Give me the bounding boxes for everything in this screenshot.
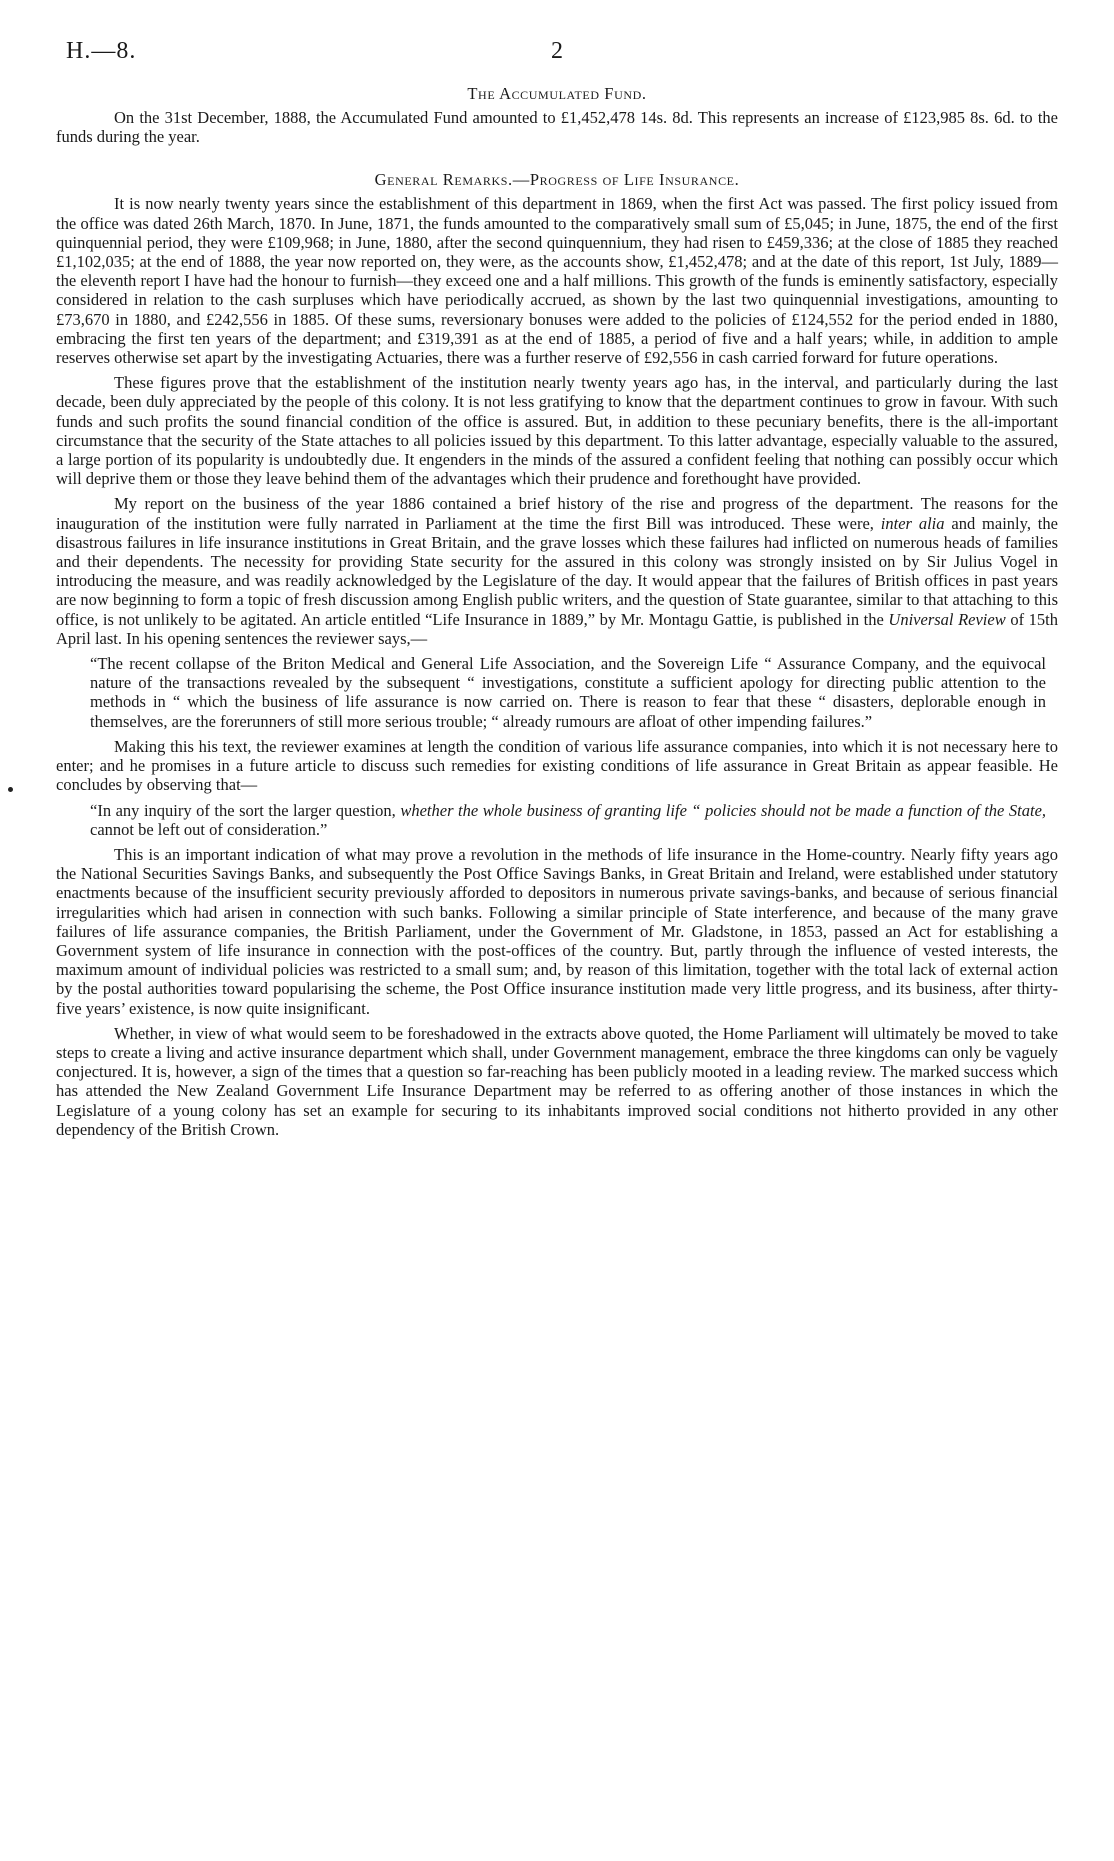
document-reference: H.—8.: [66, 38, 137, 64]
paragraph-report-1886: [56, 494, 1058, 648]
section-heading-accumulated-fund: The Accumulated Fund.: [467, 84, 647, 103]
text-run: cannot be left out of consideration.”: [90, 819, 328, 839]
paragraph-reviewer-examines: Making this his text, the reviewer examines at length the condition of various life assurance companies, into which it is not necessary here to enter; and he promises in a future article to discuss such remedies for existing conditions of life assurance in Great Britain as appear feasible. He concludes by observing that—: [56, 736, 1058, 795]
paragraph-growth-of-funds: It is now nearly twenty years since the establishment of this department in 1869, when the first Act was passed. The first policy issued from the office was dated 26th March, 1870. In June, 1871, the funds amounted to the comparatively small sum of £5,045; in June, 1875, the end of the first quinquennial period, they were £109,968; in June, 1880, after the second quinquennium, they had risen to £459,336; at the close of 1885 they reached £1,102,035; at the end of 1888, the year now reported on, they were, as the accounts show, £1,452,478; and at the date of this report, 1st July, 1889—the eleventh report I have had the honour to furnish—they exceed one and a half millions. This growth of the funds is eminently satisfactory, especially considered in relation to the cash surpluses which have periodically accrued, as shown by the last two quinquennial investigations, amounting to £73,670 in 1880, and £242,556 in 1885. Of these sums, reversionary bonuses were added to the policies of £124,552 for the period ended in 1880, embracing the first ten years of the department; and £319,391 as at the end of 1885, a period of five and a half years; while, in addition to ample reserves otherwise set apart by the investigating Actuaries, there was a further reserve of £92,556 in cash carried forward for future operations.: [56, 194, 1058, 368]
section-heading-general-remarks: General Remarks.—Progress of Life Insurance.: [374, 170, 740, 190]
text-run: of 15th April last. In his opening sentences the reviewer says,—: [56, 609, 1058, 648]
paragraph-figures-prove: These figures prove that the establishment of the institution nearly twenty years ago has, in the interval, and particularly during the last decade, been duly appreciated by the people of this colony. It is not less gratifying to know that the department continues to grow in favour. With such funds and such profits the sound financial condition of the office is assured. But, in addition to these pecuniary benefits, there is the all-important circumstance that the security of the State attaches to all policies issued by this department. To this latter advantage, especially valuable to the assured, a large portion of its popularity is undoubtedly due. It engenders in the minds of the assured a confident feeling that nothing can possibly occur which will deprive them or those they leave behind them of the advantages which their prudence and forethought have provided.: [56, 373, 1058, 489]
paragraph-home-parliament: Whether, in view of what would seem to be foreshadowed in the extracts above quoted, the Home Parliament will ultimately be moved to take steps to create a living and active insurance department which shall, under Government management, embrace the three kingdoms can only be vaguely conjectured. It is, however, a sign of the times that a question so far-reaching has been publicly mooted in a leading review. The marked success which has attended the New Zealand Government Life Insurance Department may be referred to as offering another of those instances in which the Legislature of a young colony has set an example for securing to its inhabitants improved social conditions not hitherto provided in any other dependency of the British Crown.: [56, 1023, 1058, 1139]
text-run: My report on the business of the year 1886 contained a brief history of the rise and progress of the department. The reasons for the inauguration of the institution were fully narrated in Parliament at the time the first Bill was introduced. These were,: [56, 494, 1058, 533]
italic-text: inter alia: [880, 513, 945, 533]
paragraph-revolution-home-country: This is an important indication of what may prove a revolution in the methods of life insurance in the Home-country. Nearly fifty years ago the National Securities Savings Banks, and subsequently the Post Office Savings Banks, in Great Britain and Ireland, were established under statutory enactments because of the insufficient security previously afforded to depositors in numerous private savings-banks, and because of serious financial irregularities which had arisen in connection with such banks. Following a similar principle of State interference, and because of the many grave failures of life assurance companies, the British Parliament, under the Government of Mr. Gladstone, in 1853, passed an Act for establishing a Government system of life insurance in connection with the post-offices of the country. But, partly through the influence of vested interests, the maximum amount of individual policies was restricted to a small sum; and, by reason of this limitation, together with the total lack of external action by the postal authorities toward popularising the scheme, the Post Office insurance institution made very little progress, and its business, after thirty-five years’ existence, is now quite insignificant.: [56, 844, 1058, 1018]
italic-text: whether the whole business of granting life “ policies should not be made a function of the State,: [400, 800, 1047, 820]
page-number: 2: [551, 38, 563, 64]
page-header: [56, 34, 1058, 72]
text-run: and mainly, the disastrous failures in life insurance institutions in Great Britain, and the grave losses which these failures had inflicted on numerous heads of families and their dependents. The necessity for providing State security for the assured in this colony was strongly insisted on by Sir Julius Vogel in introducing the measure, and was readily acknowledged by the Legislature of the day. It would appear that the failures of British offices in past years are now beginning to form a topic of fresh discussion among English public writers, and the question of State guarantee, similar to that attaching to this office, is not unlikely to be agitated. An article entitled “Life Insurance in 1889,” by Mr. Montagu Gattie, is published in the: [56, 513, 1058, 629]
margin-mark: [8, 787, 13, 792]
italic-text: Universal Review: [888, 609, 1006, 629]
block-quote-briton-collapse: “The recent collapse of the Briton Medical and General Life Association, and the Sovereign Life “ Assurance Company, and the equivocal nature of the transactions revealed by the subsequent “ investigations, constitute a sufficient apology for directing public attention to the methods in “ which the business of life assurance is now carried on. There is reason to fear that these “ disasters, deplorable enough in themselves, are the forerunners of still more serious trouble; “ already rumours are afloat of other impending failures.”: [90, 654, 1046, 731]
paragraph-accumulated-fund: On the 31st December, 1888, the Accumulated Fund amounted to £1,452,478 14s. 8d. This represents an increase of £123,985 8s. 6d. to the funds during the year.: [56, 108, 1058, 147]
text-run: “In any inquiry of the sort the larger question,: [90, 800, 401, 820]
block-quote-state-function: [56, 801, 1058, 839]
